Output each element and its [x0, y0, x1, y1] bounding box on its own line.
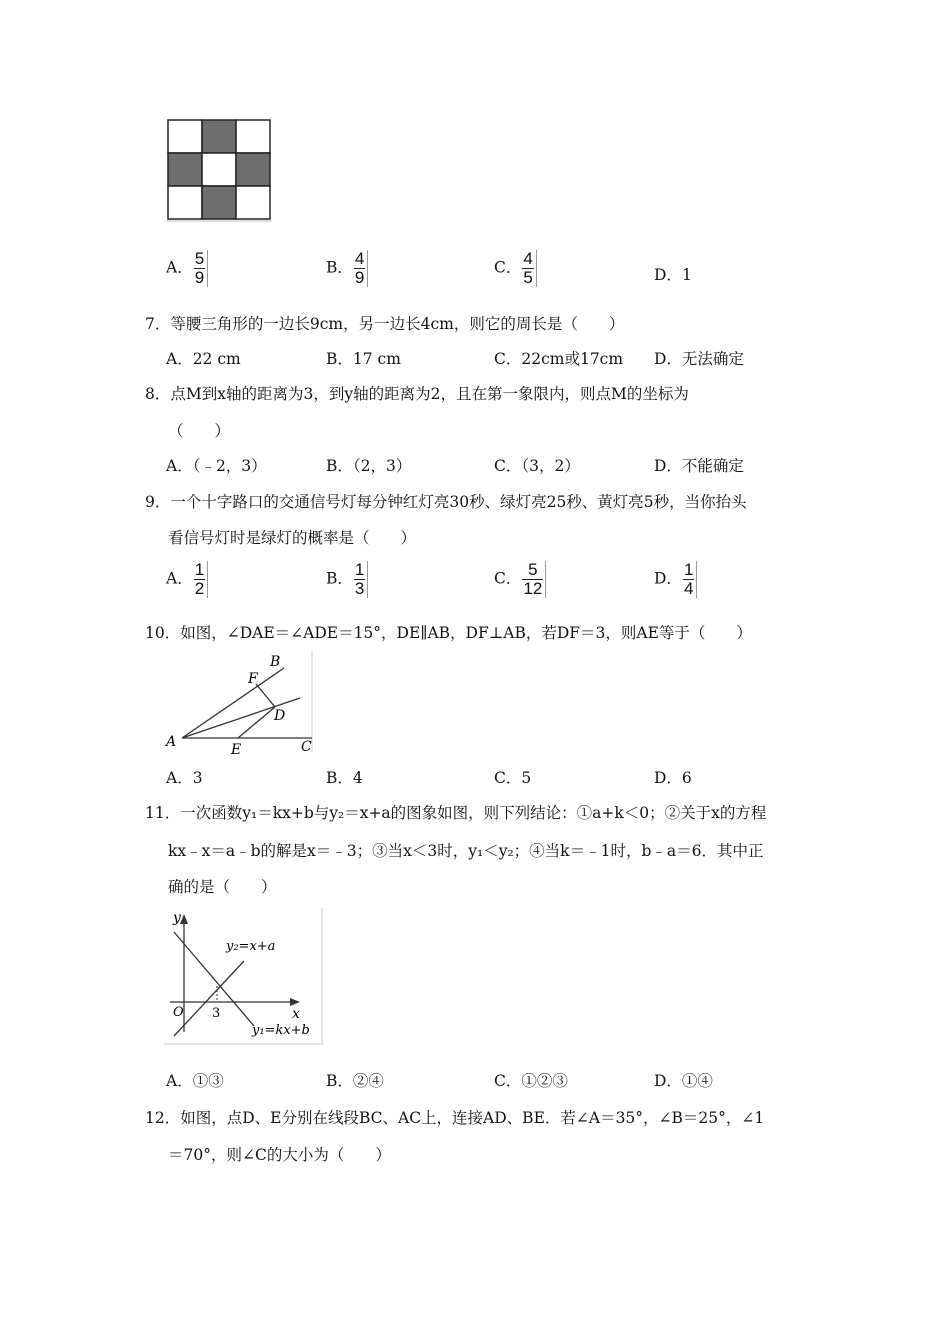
q12-stem-line1: 12．如图，点D、E分别在线段BC、AC上，连接AD、BE．若∠A＝35°，∠B＝25°，∠1	[145, 1109, 765, 1127]
q9-option-b-fraction	[353, 561, 368, 598]
q6-option-d	[654, 265, 692, 285]
q7-option-a: A．22 cm	[166, 350, 241, 368]
q8-stem-line1: 8．点M到x轴的距离为3，到y轴的距离为2，且在第一象限内，则点M的坐标为	[145, 385, 689, 403]
q6-option-c-letter: C．	[494, 258, 522, 277]
q6-option-b-letter: B．	[326, 258, 353, 277]
q9-option-c-fraction	[521, 561, 546, 598]
q8-option-b: B．（2，3）	[326, 457, 412, 475]
q9-option-b-letter: B．	[326, 569, 353, 588]
q12-stem-line2: ＝70°，则∠C的大小为（ ）	[168, 1146, 391, 1164]
q6-option-a-letter: A．	[166, 258, 193, 277]
denominator: 2	[194, 579, 205, 598]
q10-stem: 10．如图，∠DAE＝∠ADE＝15°，DE∥AB，DF⊥AB，若DF＝3，则AE等于（ ）	[145, 624, 752, 642]
q10-option-d: D．6	[654, 769, 692, 787]
label-y: y	[173, 910, 181, 926]
label-y1-line: y₁=kx+b	[252, 1023, 310, 1038]
q11-graph-figure	[164, 906, 324, 1046]
label-f: F	[248, 671, 258, 687]
q8-option-a: A．（﹣2，3）	[166, 457, 267, 475]
numerator: 4	[354, 249, 365, 268]
numerator: 1	[683, 560, 694, 579]
q9-option-c-letter: C．	[494, 569, 522, 588]
numerator: 1	[354, 560, 365, 579]
q11-option-c: C．①②③	[494, 1072, 568, 1090]
numerator: 5	[194, 249, 205, 268]
q6-option-d-letter: D．	[654, 266, 682, 284]
q9-option-d-fraction	[682, 561, 697, 598]
q9-option-b	[326, 561, 368, 598]
q6-option-b	[326, 250, 368, 287]
denominator: 9	[194, 268, 205, 287]
label-c: C	[301, 739, 312, 755]
q9-option-a	[166, 561, 208, 598]
q8-option-c: C．（3，2）	[494, 457, 580, 475]
q7-option-c: C．22cm或17cm	[494, 350, 624, 368]
q11-option-b: B．②④	[326, 1072, 384, 1090]
q10-triangle-figure	[164, 652, 316, 758]
label-x: x	[292, 1006, 300, 1022]
q11-option-a: A．①③	[166, 1072, 224, 1090]
q6-option-a-fraction	[193, 250, 208, 287]
q7-stem: 7．等腰三角形的一边长9cm，另一边长4cm，则它的周长是（ ）	[145, 315, 625, 333]
q9-option-d-letter: D．	[654, 569, 682, 588]
q6-option-a	[166, 250, 208, 287]
q9-option-a-fraction	[193, 561, 208, 598]
q9-option-c	[494, 561, 546, 598]
q7-option-b: B．17 cm	[326, 350, 401, 368]
label-e: E	[231, 742, 242, 758]
denominator: 4	[683, 579, 694, 598]
label-origin: O	[173, 1005, 184, 1020]
q10-option-b: B．4	[326, 769, 363, 787]
label-y2-line: y₂=x+a	[226, 939, 276, 954]
q6-option-d-text: 1	[681, 266, 692, 284]
q6-option-c-fraction	[521, 250, 536, 287]
numerator: 4	[523, 249, 533, 268]
q9-option-d	[654, 561, 697, 598]
denominator: 3	[354, 579, 365, 598]
label-a: A	[166, 734, 177, 750]
q8-option-d: D．不能确定	[654, 457, 744, 475]
denominator: 12	[523, 579, 543, 598]
q10-option-c: C．5	[494, 769, 532, 787]
label-b: B	[270, 654, 281, 670]
q7-option-d: D．无法确定	[654, 350, 744, 368]
q6-option-c	[494, 250, 537, 287]
q9-option-a-letter: A．	[166, 569, 193, 588]
label-d: D	[274, 708, 286, 724]
denominator: 5	[523, 268, 533, 287]
q8-stem-line2: （ ）	[168, 422, 231, 440]
q11-stem-line1: 11．一次函数y₁＝kx+b与y₂＝x+a的图象如图，则下列结论：①a+k＜0；②关于x的方程	[145, 804, 767, 822]
q11-stem-line2: kx﹣x＝a﹣b的解是x＝﹣3；③当x＜3时，y₁＜y₂；④当k＝﹣1时，b﹣a＝6．其中正	[168, 842, 764, 860]
q9-stem-line1: 9．一个十字路口的交通信号灯每分钟红灯亮30秒、绿灯亮25秒、黄灯亮5秒，当你抬头	[145, 493, 747, 511]
numerator: 5	[522, 561, 543, 580]
denominator: 9	[354, 268, 365, 287]
q11-option-d: D．①④	[654, 1072, 713, 1090]
checker-grid-figure	[166, 118, 272, 222]
label-three: 3	[212, 1006, 221, 1021]
q10-option-a: A．3	[166, 769, 203, 787]
q9-stem-line2: 看信号灯时是绿灯的概率是（ ）	[168, 529, 417, 547]
q6-option-b-fraction	[353, 250, 368, 287]
numerator: 1	[194, 560, 205, 579]
q11-stem-line3: 确的是（ ）	[168, 878, 277, 896]
